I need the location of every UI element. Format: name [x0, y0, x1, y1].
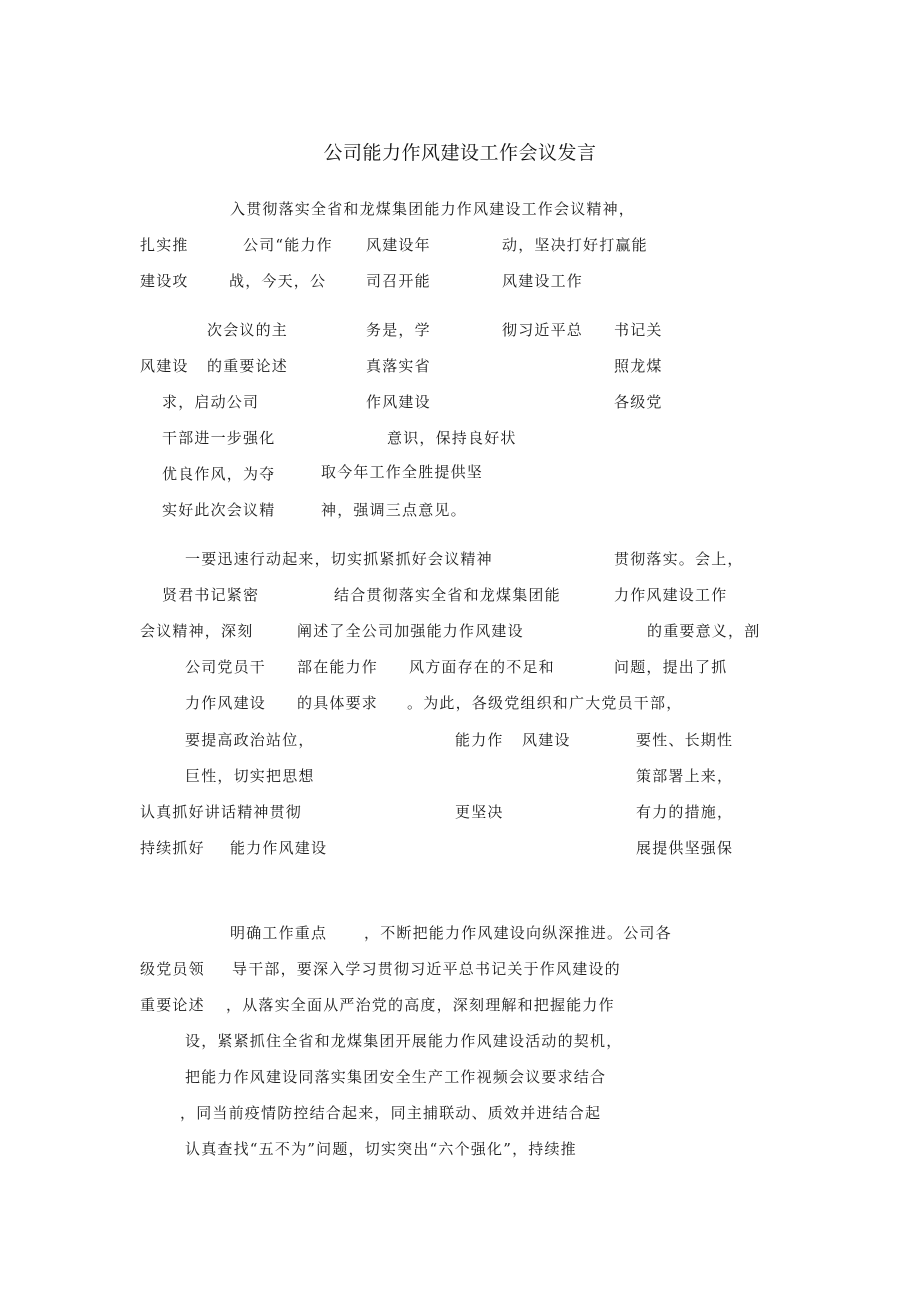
text-fragment: 有力的措施， [636, 803, 734, 821]
text-fragment: 设，紧紧抓住全省和龙煤集团开展能力作风建设活动的契机， [185, 1032, 623, 1050]
text-fragment: ，不断把能力作风建设向纵深推进。公司各 [364, 924, 672, 942]
text-fragment: 能力作风建设 [230, 839, 328, 857]
text-fragment: 取今年工作全胜提供坚 [321, 463, 484, 481]
text-fragment: 各级党 [614, 393, 663, 411]
text-fragment: 部在能力作 [297, 658, 379, 676]
text-fragment: 问题，提出了抓 [614, 658, 728, 676]
text-fragment: 级党员领 [140, 960, 205, 978]
text-fragment: 结合贯彻落实全省和龙煤集团能 [334, 586, 561, 604]
text-fragment: 扎实推 [140, 236, 189, 254]
text-fragment: 导干部，要深入学习贯彻习近平总书记关于作风建设的 [232, 960, 621, 978]
text-fragment: 次会议的主 [207, 321, 289, 339]
text-fragment: 力作风建设 [185, 694, 267, 712]
text-fragment: 干部进一步强化 [162, 429, 276, 447]
text-fragment: 动，坚决打好打赢能 [502, 236, 648, 254]
text-fragment: 入贯彻落实全省和龙煤集团能力作风建设工作会议精神， [230, 200, 636, 218]
text-fragment: 意识，保持良好状 [387, 429, 517, 447]
text-fragment: 一要迅速行动起来，切实抓紧抓好会议精神 [185, 550, 493, 568]
text-fragment: 公司“能力作 [243, 236, 333, 254]
text-fragment: 风建设年 [366, 236, 431, 254]
text-fragment: 认真抓好讲话精神贯彻 [140, 803, 303, 821]
text-fragment: 作风建设 [366, 393, 431, 411]
text-fragment: 的重要意义，剖 [647, 622, 761, 640]
text-fragment: 建设攻 [140, 272, 189, 290]
text-fragment: 策部署上来， [636, 767, 734, 785]
text-fragment: 优良作风，为夺 [162, 465, 276, 483]
text-fragment: 贤君书记紧密 [162, 586, 260, 604]
text-fragment: 展提供坚强保 [636, 839, 734, 857]
text-fragment: 的具体要求 [297, 694, 379, 712]
text-fragment: 彻习近平总 [502, 321, 584, 339]
text-fragment: 要提高政治站位， [185, 731, 315, 749]
text-fragment: 把能力作风建设同落实集团安全生产工作视频会议要求结合 [185, 1068, 607, 1086]
text-fragment: ，从落实全面从严治党的高度，深刻理解和把握能力作 [226, 996, 615, 1014]
text-fragment: 要性、长期性 [636, 731, 734, 749]
text-fragment: 重要论述 [140, 996, 205, 1014]
text-fragment: 风方面存在的不足和 [409, 658, 555, 676]
text-fragment: 求，启动公司 [162, 393, 260, 411]
document-title: 公司能力作风建设工作会议发言 [323, 142, 597, 164]
text-fragment: 风建设 [140, 357, 189, 375]
text-fragment: 明确工作重点 [230, 924, 328, 942]
text-fragment: 神，强调三点意见。 [321, 501, 467, 519]
text-fragment: 巨性，切实把思想 [185, 767, 315, 785]
text-fragment: 务是，学 [366, 321, 431, 339]
text-fragment: 照龙煤 [614, 357, 663, 375]
text-fragment: 真落实省 [366, 357, 431, 375]
text-fragment: 风建设工作 [502, 272, 584, 290]
text-fragment: 认真查找“五不为”问题，切实突出“六个强化”，持续推 [185, 1140, 577, 1158]
text-fragment: 书记关 [614, 321, 663, 339]
text-fragment: 风建设 [522, 731, 571, 749]
text-fragment: 战，今天，公 [229, 272, 327, 290]
text-fragment: 实好此次会议精 [162, 501, 276, 519]
text-fragment: 会议精神，深刻 [140, 622, 254, 640]
text-fragment: 力作风建设工作 [614, 586, 728, 604]
text-fragment: 的重要论述 [207, 357, 289, 375]
text-fragment: 持续抓好 [140, 839, 205, 857]
text-fragment: 阐述了全公司加强能力作风建设 [297, 622, 524, 640]
text-fragment: 。为此，各级党组织和广大党员干部， [407, 694, 683, 712]
text-fragment: 司召开能 [366, 272, 431, 290]
text-fragment: 公司党员干 [185, 658, 267, 676]
text-fragment: 能力作 [455, 731, 504, 749]
text-fragment: ，同当前疫情防控结合起来，同主捕联动、质效并进结合起 [180, 1104, 602, 1122]
text-fragment: 贯彻落实。会上， [614, 550, 744, 568]
text-fragment: 更坚决 [455, 803, 504, 821]
